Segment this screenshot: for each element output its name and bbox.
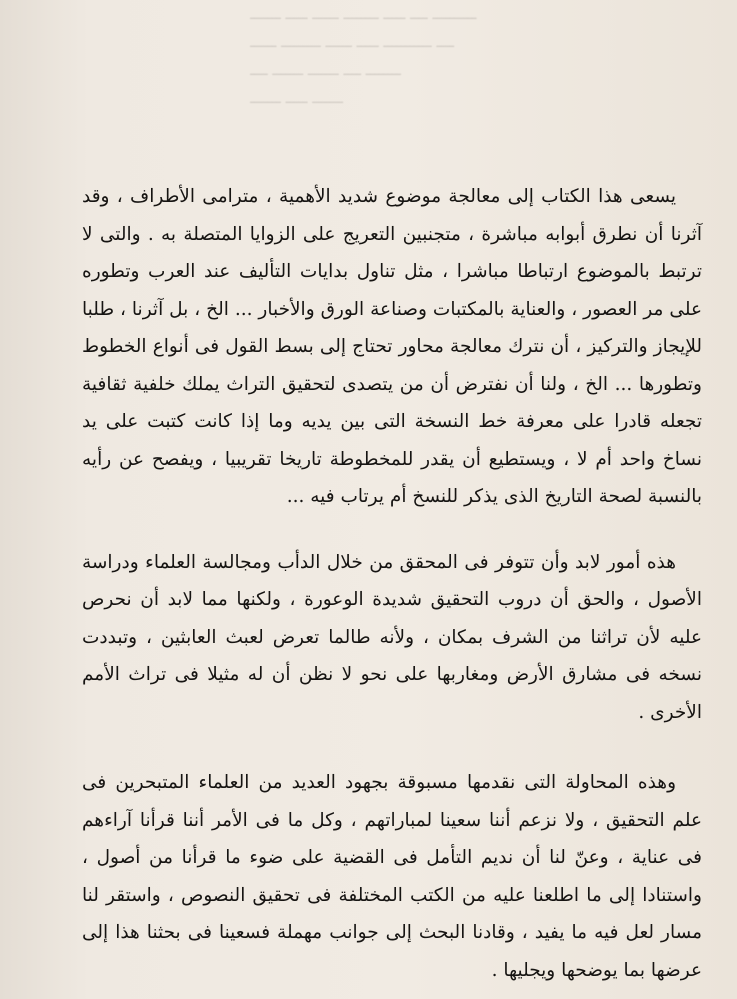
paragraph-2: هذه أمور لابد وأن تتوفر فى المحقق من خلال الدأب ومجالسة العلماء ودراسة الأصول ، والحق أن دروب التحقيق شديدة الوعورة ، ولكنها مما لابد أن نحرص عليه لأن تراثنا من الشرف بمكان ، ولأنه طالما تعرض لعبث العابثين ، وتبددت نسخه فى مشارق الأرض ومغاربها على نحو لا نظن أن له مثيلا فى تراث الأمم الأخرى .: [82, 551, 702, 723]
body-text: [82, 178, 702, 989]
paragraph-3: وهذه المحاولة التى نقدمها مسبوقة بجهود العديد من العلماء المتبحرين فى علم التحقيق ، ولا نزعم أننا سعينا لمباراتهم ، وكل ما فى الأمر أننا قرأنا آراءهم فى عناية ، وعنّ لنا أن نديم التأمل فى القضية على ضوء ما قرأنا من أصول ، واستنادا إلى ما اطلعنا عليه من الكتب المختلفة فى تحقيق النصوص ، واستقر لنا مسار لعل فيه ما يفيد ، وقادنا البحث إلى جوانب مهملة فسعينا فى بحثنا هذا إلى عرضها بما يوضحها ويجليها .: [82, 772, 702, 981]
bleed-through-texture: ـــــــ ـــــ ــــــ ــــــــ ـــــ ــــ ــــــــــ ــــــ ـــــــــ ــــــ ـــــ ـــــــــــ ــــ ــــ ـــــــ ـــــــ ــــ ــــــــ ـــــــ ـــــ ـــــــ: [250, 5, 477, 107]
paragraph-1: يسعى هذا الكتاب إلى معالجة موضوع شديد الأهمية ، مترامى الأطراف ، وقد آثرنا أن نطرق أبوابه مباشرة ، متجنبين التعريج على الزوايا المتصلة به . والتى لا ترتبط بالموضوع ارتباطا مباشرا ، مثل تناول بدايات التأليف عند العرب وتطوره على مر العصور ، والعناية بالمكتبات وصناعة الورق والأخبار ... الخ ، بل آثرنا ، طلبا للإيجاز والتركيز ، أن نترك معالجة محاور تحتاج إلى بسط القول فى أنواع الخطوط وتطورها ... الخ ، ولنا أن نفترض أن من يتصدى لتحقيق التراث يملك خلفية ثقافية تجعله قادرا على معرفة خط النسخة التى بين يديه وما إذا كانت كتبت على يد نساخ واحد أم لا ، ويستطيع أن يقدر للمخطوطة تاريخا تقريبيا ، ويفصح عن رأيه بالنسبة لصحة التاريخ الذى يذكر للنسخ أم يرتاب فيه ...: [82, 186, 702, 507]
